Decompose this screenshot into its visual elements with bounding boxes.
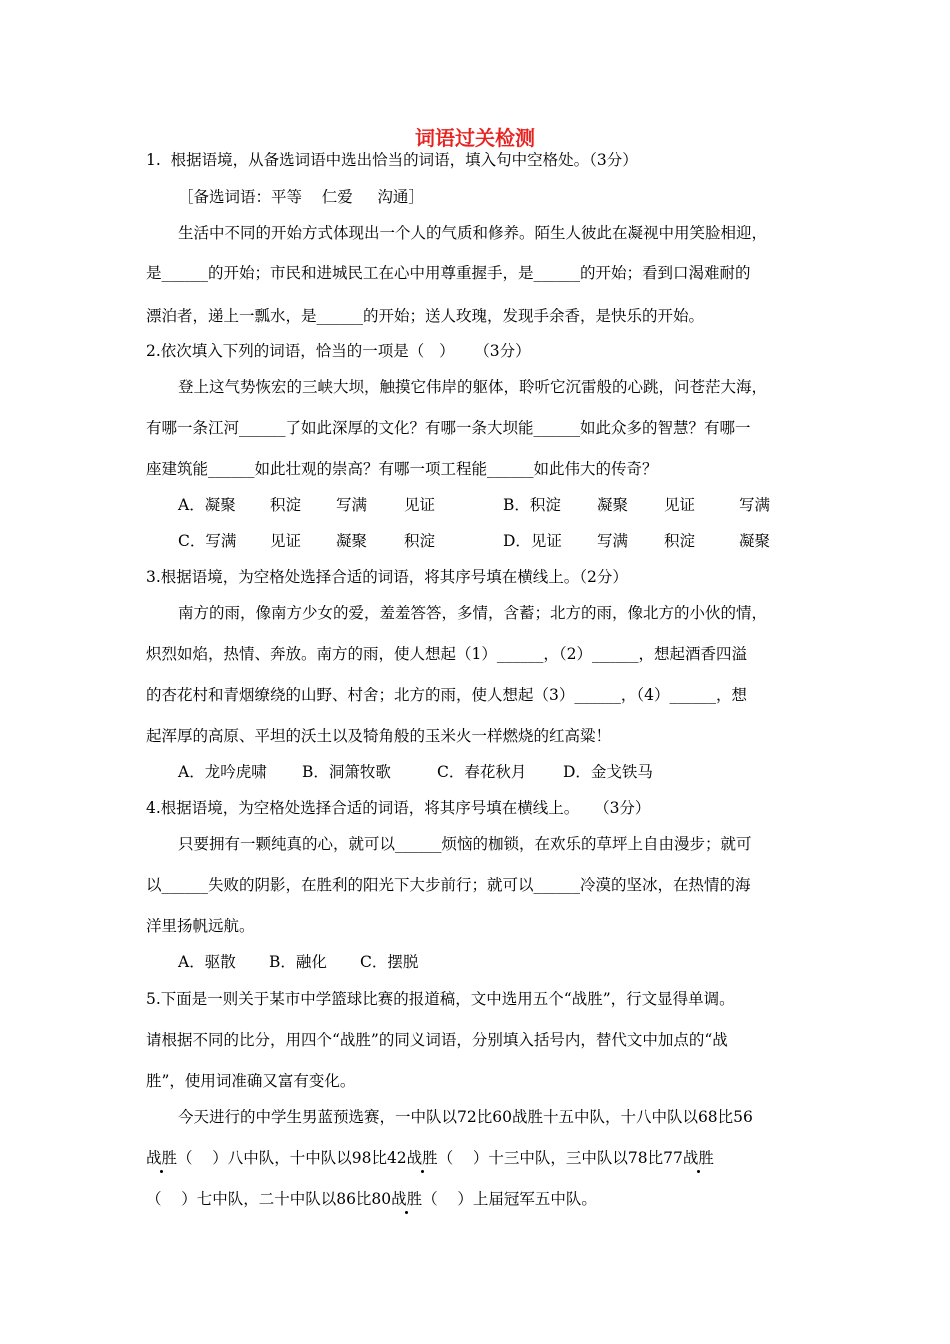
q3-stem: 3.根据语境，为空格处选择合适的词语，将其序号填在横线上。（2分） [146, 568, 628, 586]
q4-option-b: B．融化 [269, 953, 327, 971]
q1-stem: 1. 根据语境，从备选词语中选出恰当的词语，填入句中空格处。（3分） [146, 151, 638, 169]
q3-option-c: C．春花秋月 [437, 763, 527, 781]
q3-passage-line-1: 南方的雨，像南方少女的爱，羞羞答答，多情，含蓄；北方的雨，像北方的小伙的情， [178, 604, 768, 622]
q3-option-d: D．金戈铁马 [563, 763, 653, 781]
q5-passage-line-3: （ ）七中队，二十中队以86比80战胜（ ）上届冠军五中队。 [146, 1190, 597, 1208]
q4-stem: 4.根据语境，为空格处选择合适的词语，将其序号填在横线上。 （3分） [146, 799, 651, 817]
q4-option-a: A．驱散 [178, 953, 236, 971]
q5-passage-line-2: 战胜（ ）八中队，十中队以98比42战胜（ ）十三中队，三中队以78比77战胜 [146, 1149, 714, 1167]
q3-passage-line-2: 炽烈如焰，热情、奔放。南方的雨，使人想起（1）______，（2）______，想起酒香四溢 [146, 645, 747, 663]
dotted-word: 战胜 [391, 1190, 423, 1208]
q4-passage-line-3: 洋里扬帆远航。 [146, 917, 255, 935]
q5-passage-line-1: 今天进行的中学生男蓝预选赛，一中队以72比60战胜十五中队，十八中队以68比56 [178, 1108, 753, 1126]
q3-passage-line-4: 起浑厚的高原、平坦的沃土以及犄角般的玉米火一样燃烧的红高粱！ [146, 727, 612, 745]
q3-option-a: A．龙吟虎啸 [178, 763, 267, 781]
q1-word-bank: ［备选词语：平等 仁爱 沟通］ [178, 188, 424, 206]
q2-stem: 2.依次填入下列的词语，恰当的一项是（ ） （3分） [146, 342, 531, 360]
q2-passage-line-2: 有哪一条江河______了如此深厚的文化？有哪一条大坝能______如此众多的智慧？有哪一 [146, 419, 751, 437]
q5-stem-line-2: 请根据不同的比分，用四个“战胜”的同义词语，分别填入括号内，替代文中加点的“战 [146, 1031, 728, 1049]
dotted-word: 战胜 [406, 1149, 438, 1167]
q5-stem-line-3: 胜”，使用词准确又富有变化。 [146, 1072, 356, 1090]
dotted-word: 战胜 [146, 1149, 178, 1167]
q1-passage-line-1: 生活中不同的开始方式体现出一个人的气质和修养。陌生人彼此在凝视中用笑脸相迎， [178, 224, 768, 242]
q2-passage-line-3: 座建筑能______如此壮观的崇高？有哪一项工程能______如此伟大的传奇？ [146, 460, 658, 478]
q3-option-b: B．洞箫牧歌 [302, 763, 391, 781]
q5-stem-line-1: 5.下面是一则关于某市中学篮球比赛的报道稿，文中选用五个“战胜”，行文显得单调。 [146, 990, 735, 1008]
q4-option-c: C．摆脱 [360, 953, 419, 971]
q3-passage-line-3: 的杏花村和青烟缭绕的山野、村舍；北方的雨，使人想起（3）______，（4）______，想 [146, 686, 747, 704]
document-page: 词语过关检测 1. 根据语境，从备选词语中选出恰当的词语，填入句中空格处。（3分） ［备选词语：平等 仁爱 沟通］ 生活中不同的开始方式体现出一个人的气质和修养。陌生人彼此在凝视中用笑脸相迎， 是______的开始；市民和进城民工在心中用尊重握手，是______的开始；看到口渴难耐的 漂泊者，递上一瓢水，是______的开始；送人玫瑰，发现手余香，是快乐的开始。 2.依次填入下列的词语，恰当的一项是（ ） （3分） 登上这气势恢宏的三峡大坝，触摸它伟岸的躯体，聆听它沉雷般的心跳，问苍茫大海， 有哪一条江河______了如此深厚的文化？有哪一条大坝能______如此众多的智慧？有哪一 座建筑能______如此壮观的崇高？有哪一项工程能______如此伟大的传奇？ A．凝聚 积淀 写满 见证 B．积淀 凝聚 见证 写满 C．写满 见证 凝聚 积淀 D．见证 写满 积淀 凝聚 3.根据语境，为空格处选择合适的词语，将其序号填在横线上。（2分） 南方的雨，像南方少女的爱，羞羞答答，多情，含蓄；北方的雨，像北方的小伙的情， 炽烈如焰，热情、奔放。南方的雨，使人想起（1）______，（2）______，想起酒香四溢 的杏花村和青烟缭绕的山野、村舍；北方的雨，使人想起（3）______，（4）______，想 起浑厚的高原、平坦的沃土以及犄角般的玉米火一样燃烧的红高粱！ A．龙吟虎啸 B．洞箫牧歌 C．春花秋月 D．金戈铁马 4.根据语境，为空格处选择合适的词语，将其序号填在横线上。 （3分） 只要拥有一颗纯真的心，就可以______烦恼的枷锁，在欢乐的草坪上自由漫步；就可 以______失败的阴影，在胜利的阳光下大步前行；就可以______冷漠的坚冰，在热情的海 洋里扬帆远航。 A．驱散 B．融化 C．摆脱 5.下面是一则关于某市中学篮球比赛的报道稿，文中选用五个“战胜”，行文显得单调。 请根据不同的比分，用四个“战胜”的同义词语，分别填入括号内，替代文中加点的“战 胜”，使用词准确又富有变化。 今天进行的中学生男蓝预选赛，一中队以72比60战胜十五中队，十八中队以68比56 战胜（ ）八中队，十中队以98比42战胜（ ）十三中队，三中队以78比77战胜 （ ）七中队，二十中队以86比80战胜（ ）上届冠军五中队。 [0, 0, 950, 1344]
dotted-word: 战胜 [682, 1149, 714, 1167]
q2-passage-line-1: 登上这气势恢宏的三峡大坝，触摸它伟岸的躯体，聆听它沉雷般的心跳，问苍茫大海， [178, 378, 768, 396]
page-title: 词语过关检测 [415, 126, 535, 150]
q4-passage-line-2: 以______失败的阴影，在胜利的阳光下大步前行；就可以______冷漠的坚冰，在热情的海 [146, 876, 751, 894]
q1-passage-line-3: 漂泊者，递上一瓢水，是______的开始；送人玫瑰，发现手余香，是快乐的开始。 [146, 307, 705, 325]
q4-passage-line-1: 只要拥有一颗纯真的心，就可以______烦恼的枷锁，在欢乐的草坪上自由漫步；就可 [178, 835, 752, 853]
q1-passage-line-2: 是______的开始；市民和进城民工在心中用尊重握手，是______的开始；看到口渴难耐的 [146, 264, 751, 282]
